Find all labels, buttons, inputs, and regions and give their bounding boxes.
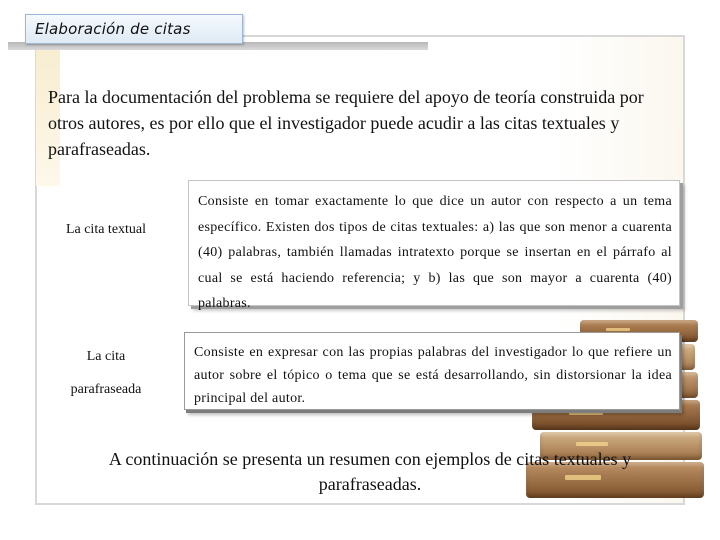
conclusion-text: A continuación se presenta un resumen con ejemplos de citas textuales y parafraseadas. [108, 449, 632, 494]
header-title: Elaboración de citas [35, 20, 191, 38]
parafraseada-description: Consiste en expresar con las propias palabras del investigador lo que refiere un autor sobre el tópico o tema que se está desarrollando, sin distorsionar la idea principal del autor. [194, 345, 672, 406]
textual-description-box [188, 180, 680, 311]
label-cita-textual: La cita textual [65, 222, 147, 237]
label-cita-parafraseada-line1: La cita [86, 349, 126, 364]
label-cita-parafraseada-line2: parafraseada [70, 382, 142, 397]
textual-description: Consiste en tomar exactamente lo que dice un autor con respecto a un tema específico. Existen dos tipos de citas textuales: a) las que son menor a cuarenta (40) palabras, también llamadas intratexto porque se insertan en el párrafo al cual se está haciendo referencia; y b) las que son mayor a cuarenta (40) palabras. [198, 194, 672, 311]
parafraseada-description-box [184, 332, 680, 410]
intro-paragraph: Para la documentación del problema se requiere del apoyo de teoría construida por otros autores, es por ello que el investigador puede acudir a las citas textuales y parafraseadas. [48, 87, 644, 159]
